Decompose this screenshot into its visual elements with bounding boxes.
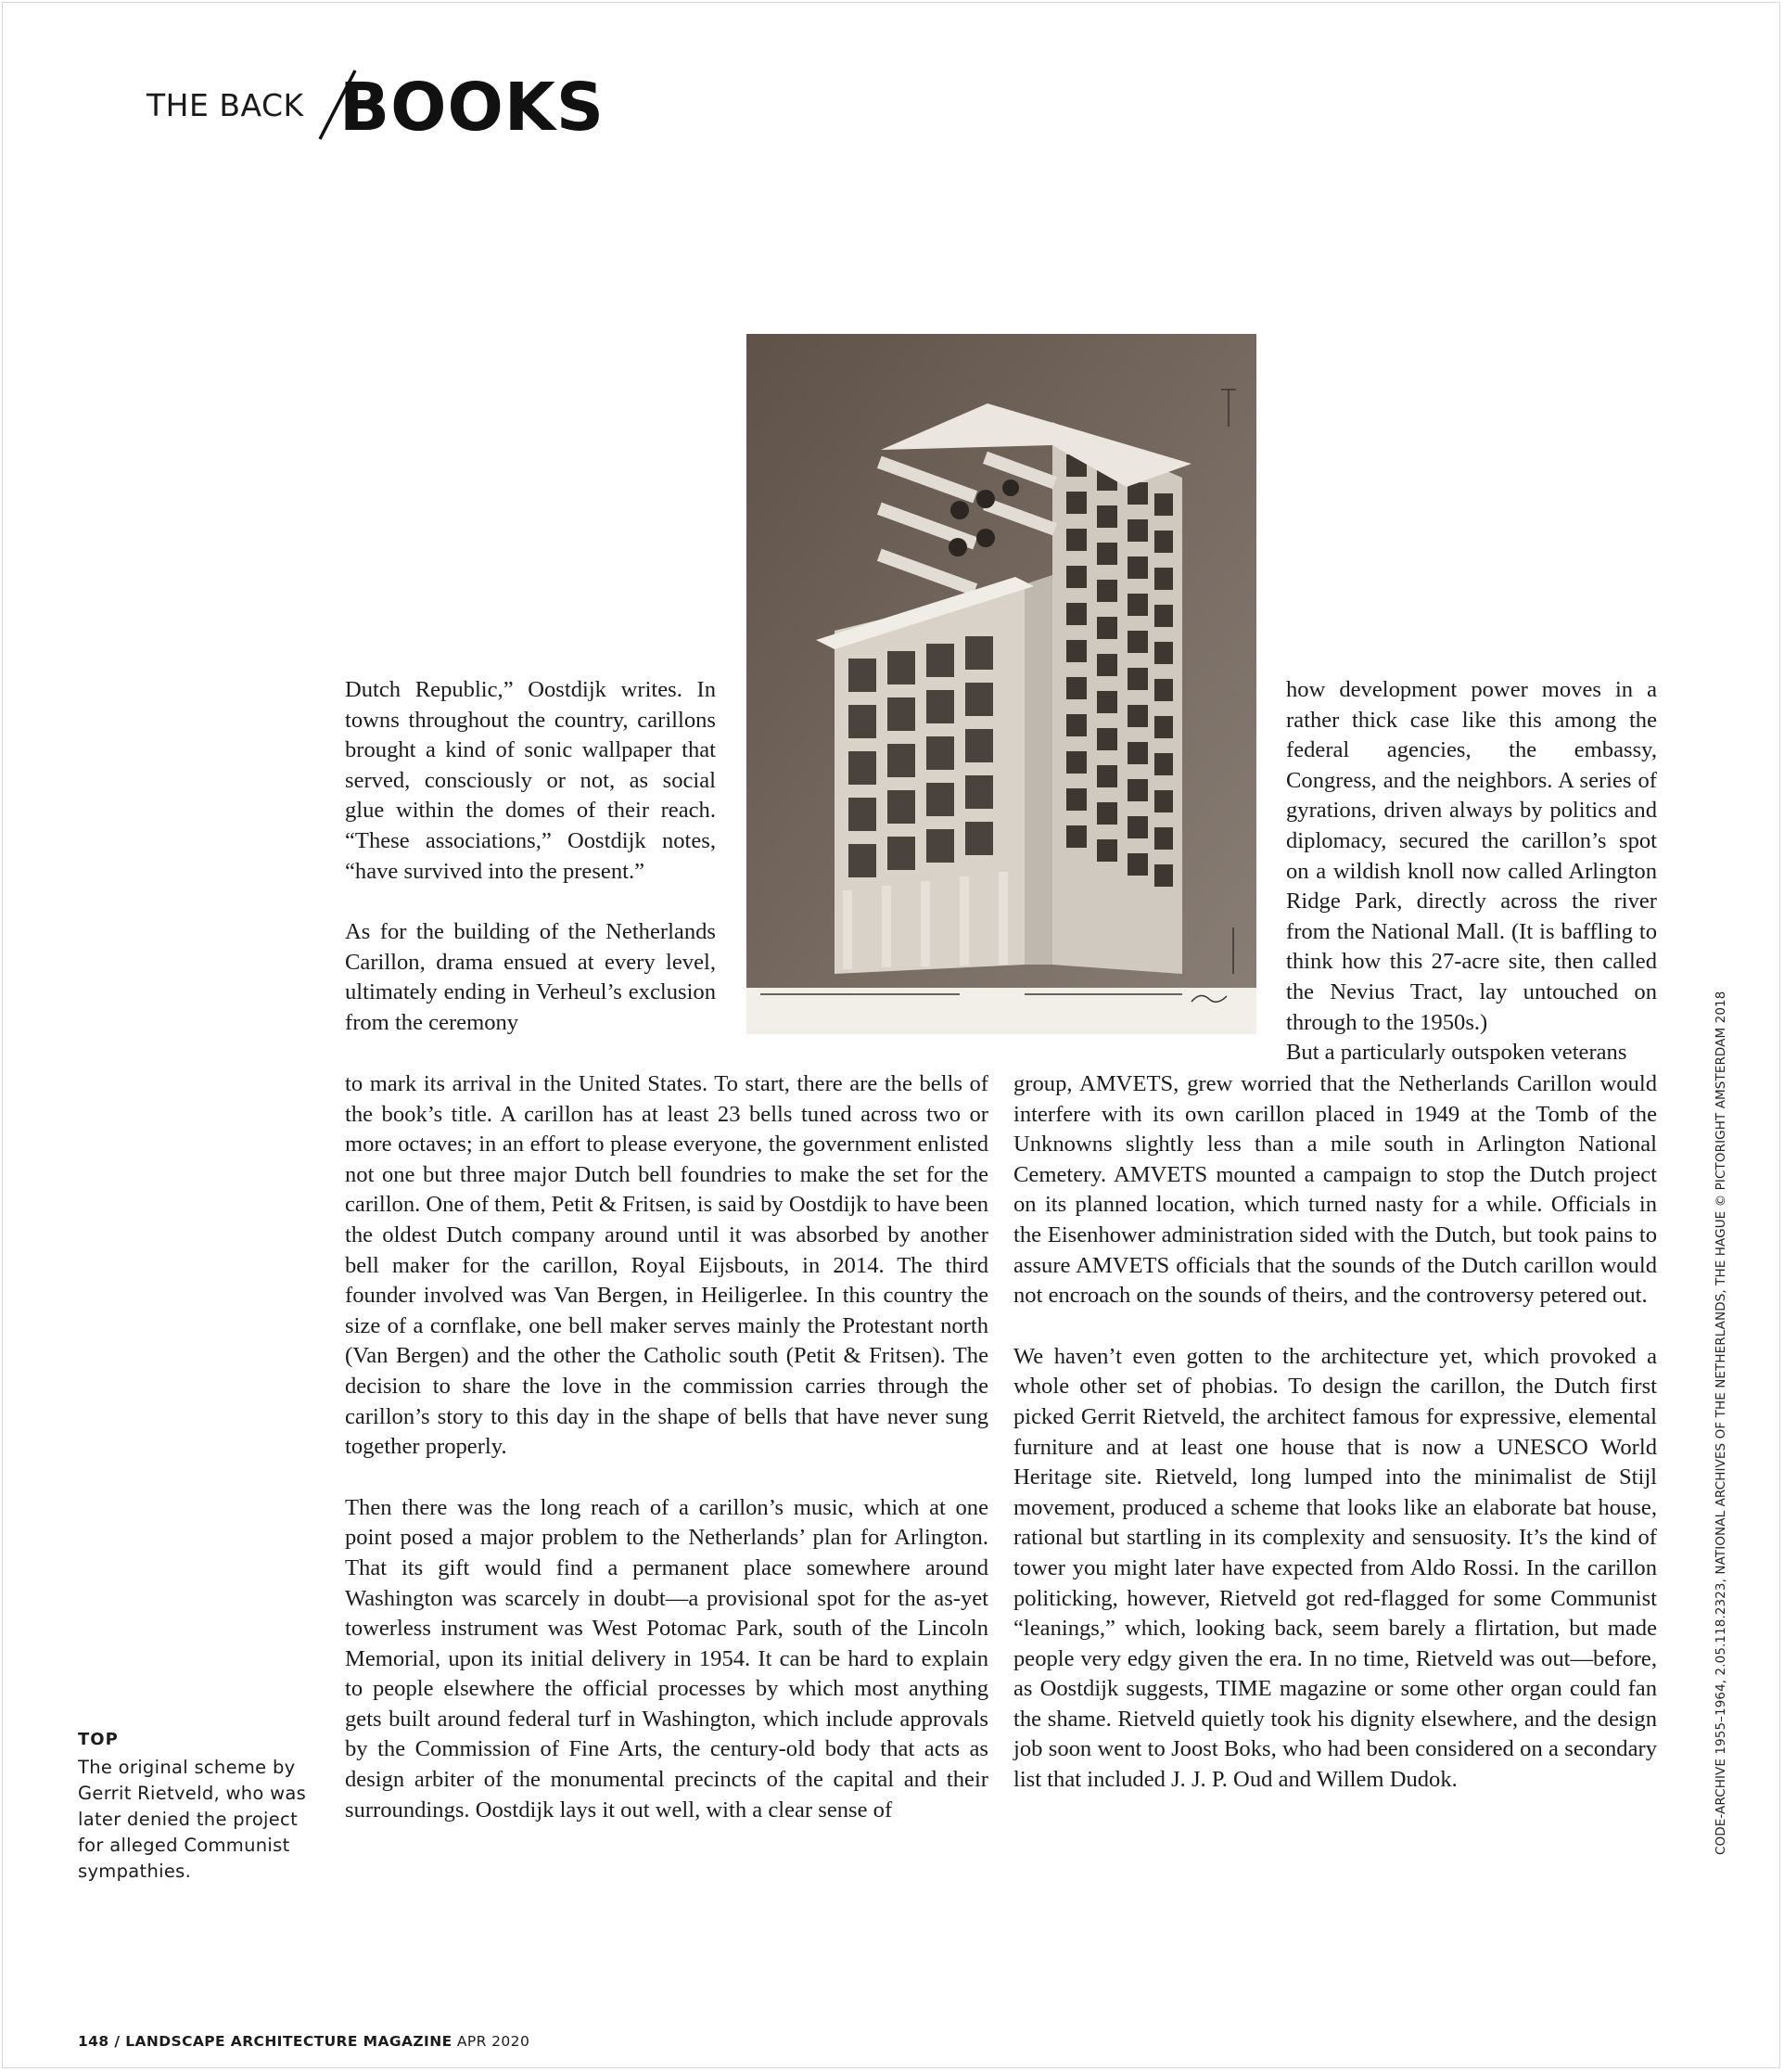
issue-date: APR 2020 — [456, 2033, 530, 2050]
carillon-model-image — [746, 334, 1256, 1034]
paragraph: Then there was the long reach of a carillon’s music, which at one point posed a major problem to the Netherlands’ plan for Arlington. That its gift would find a permanent place somewhere around Washington was scarcely in doubt—a provisional spot for the as-yet towerless instrument was West Potomac Park, south of the Lincoln Memorial, upon its initial delivery in 1954. It can be hard to explain to people elsewhere the official processes by which most anything gets built around federal turf in Washington, which include approvals by the Commission of Fine Arts, the century-old body that acts as design arbiter of the monumental precincts of the capital and their surroundings. Oostdijk lays it out well, with a clear sense of — [345, 1494, 988, 1823]
paragraph: group, AMVETS, grew worried that the Netherlands Carillon would interfere with its own carillon placed in 1949 at the Tomb of the Unknowns slightly less than a mile south in Arlington National Cemetery. AMVETS mounted a campaign to stop the Dutch project on its planned location, which turned nasty for a while. Officials in the Eisenhower administration sided with the Dutch, but took pains to assure AMVETS officials that the sounds of the Dutch carillon would not encroach on the sounds of theirs, and the controversy petered out. — [1013, 1071, 1657, 1309]
caption-text: The original scheme by Gerrit Rietveld, who was later denied the project for alleged Communist sympathies. — [78, 1757, 307, 1882]
page-title: BOOKS — [339, 69, 605, 146]
photo-credit: CODE-ARCHIVE 1955–1964, 2.05.118.2323, NATIONAL ARCHIVES OF THE NETHERLANDS, THE HAGUE © PICTORIGHT AMSTERDAM 2018 — [1714, 991, 1728, 1855]
left-column-top — [345, 675, 716, 1039]
paragraph: to mark its arrival in the United States. To start, there are the bells of the book’s title. A carillon has at least 23 bells tuned across two or more octaves; in an effort to please everyone, the government enlisted not one but three major Dutch bell foundries to make the set for the carillon. One of them, Petit & Fritsen, is said by Oostdijk to have been the oldest Dutch company around until it was absorbed by another bell maker for the carillon, Royal Eijsbouts, in 2014. The third founder involved was Van Bergen, in Heiligerlee. In this country the size of a cornflake, one bell maker serves mainly the Protestant north (Van Bergen) and the other the Catholic south (Petit & Fritsen). The decision to share the love in the commission carries through the carillon’s story to this day in the shape of bells that have never sung together properly. — [345, 1071, 988, 1460]
section-label: THE BACK — [147, 87, 304, 123]
page-footer: 148 / LANDSCAPE ARCHITECTURE MAGAZINE APR 2020 — [78, 2033, 530, 2050]
paragraph: Dutch Republic,” Oostdijk writes. In towns throughout the country, carillons brought a kind of sonic wallpaper that served, consciously or not, as social glue within the domes of their reach. “These associations,” Oostdijk notes, “have survived into the present.” — [345, 677, 716, 884]
paragraph: We haven’t even gotten to the architecture yet, which provoked a whole other set of phobias. To design the carillon, the Dutch first picked Gerrit Rietveld, the architect famous for expressive, elemental furniture and at least one house that is now a UNESCO World Heritage site. Rietveld, long lumped into the minimalist de Stijl movement, produced a scheme that looks like an elaborate bat house, rational but startling in its complexity and sensuosity. It’s the kind of tower you might later have expected from Aldo Rossi. In the carillon politicking, however, Rietveld got red-flagged for some Communist “leanings,” which, looking back, seem barely a flirtation, but made people very edgy given the era. In no time, Rietveld was out—before, as Oostdijk suggests, TIME magazine or some other organ could fan the shame. Rietveld quietly took his dignity elsewhere, and the design job soon went to Joost Boks, who had been considered on a secondary list that included J. J. P. Oud and Willem Dudok. — [1013, 1343, 1657, 1793]
paragraph: But a particularly outspoken veterans — [1286, 1040, 1627, 1066]
photo-caption — [78, 1730, 319, 1885]
left-column-main — [345, 1069, 988, 1825]
page-number: 148 — [78, 2033, 109, 2050]
publication-name: LANDSCAPE ARCHITECTURE MAGAZINE — [125, 2033, 452, 2050]
paragraph: how development power moves in a rather thick case like this among the federal agencies, the embassy, Congress, and the neighbors. A series of gyrations, driven always by politics and diplomacy, secured the carillon’s spot on a wildish knoll now called Arlington Ridge Park, directly across the river from the National Mall. (It is baffling to think how this 27-acre site, then called the Nevius Tract, lay untouched on through to the 1950s.) — [1286, 677, 1657, 1035]
caption-label: TOP — [78, 1730, 119, 1749]
right-column-main — [1013, 1069, 1657, 1796]
paragraph: As for the building of the Netherlands Carillon, drama ensued at every level, ultimately ending in Verheul’s exclusion from the ceremony — [345, 919, 716, 1035]
tower-model-photo — [746, 334, 1256, 1034]
right-column-top — [1286, 675, 1657, 1068]
